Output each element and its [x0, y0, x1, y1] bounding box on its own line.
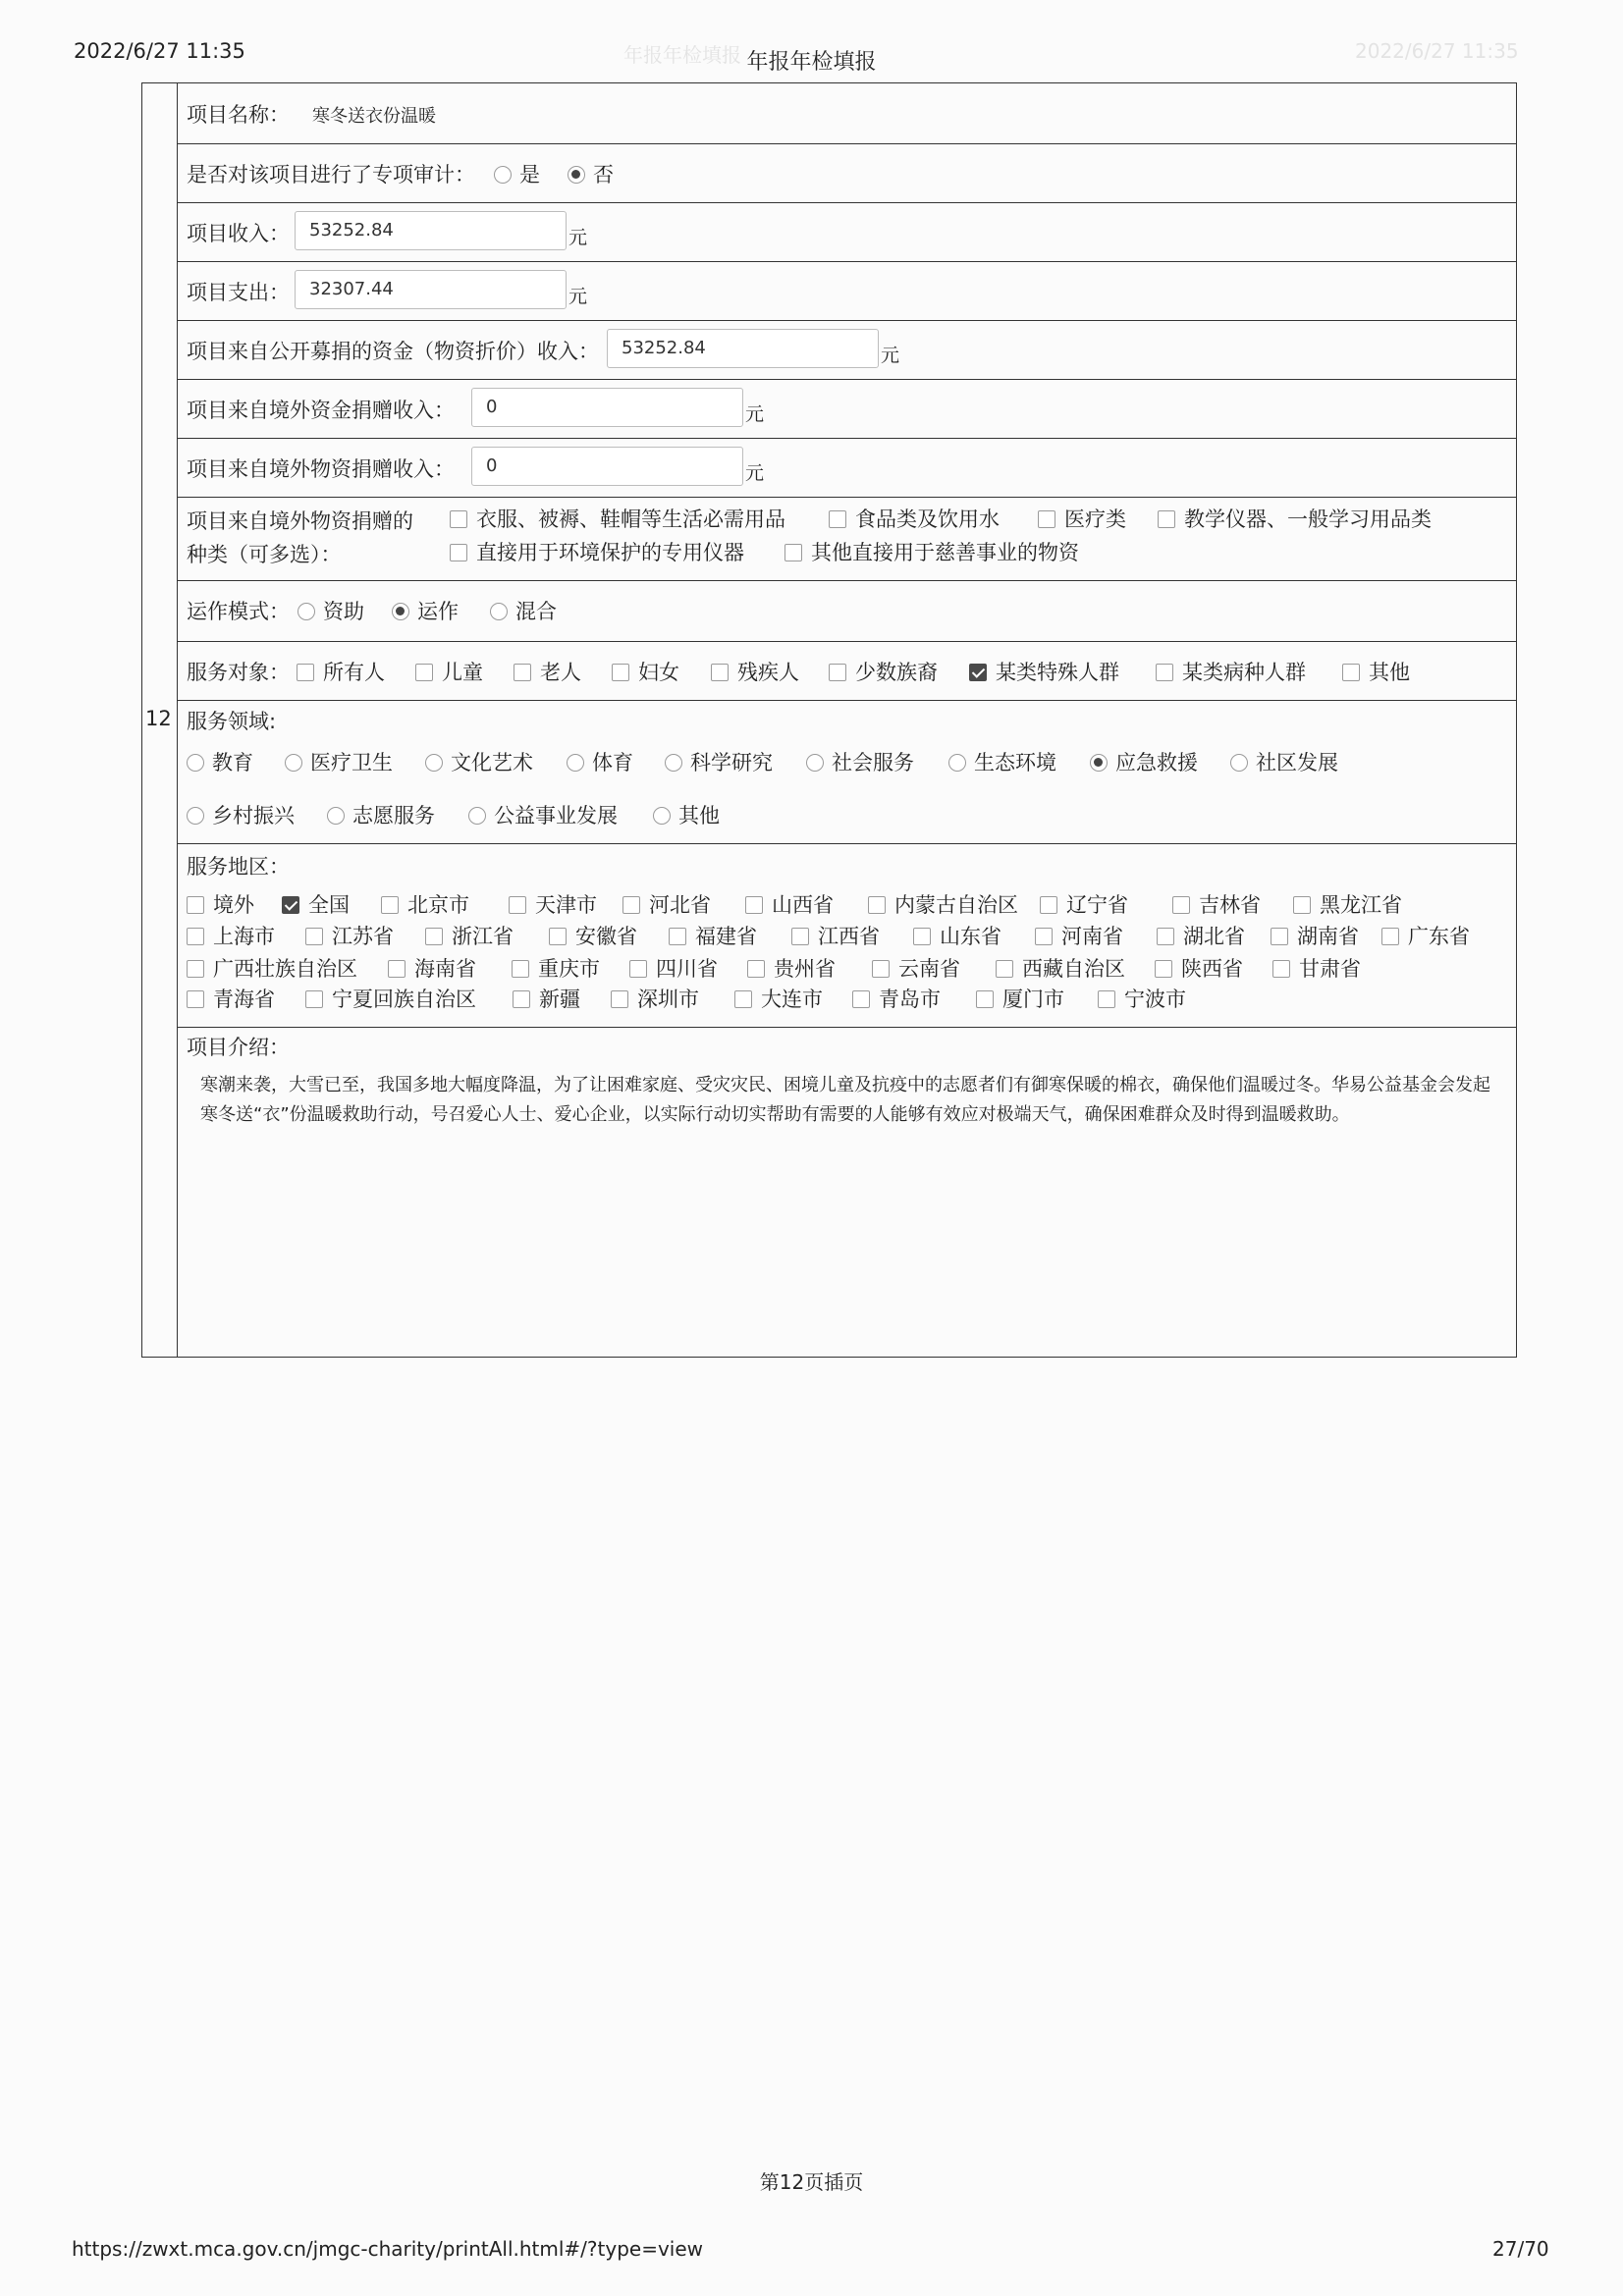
region-option-label: 浙江省 — [452, 925, 514, 948]
region-option-label: 山东省 — [940, 925, 1001, 948]
region-option-label: 湖北省 — [1183, 925, 1245, 948]
regions-label: 服务地区： — [187, 855, 290, 879]
region-option[interactable] — [1172, 889, 1261, 919]
checkbox-icon — [1156, 664, 1173, 681]
public-funds-label: 项目来自公开募捐的资金（物资折价）收入： — [187, 340, 599, 363]
region-option[interactable] — [791, 921, 880, 950]
expense-unit: 元 — [568, 286, 588, 307]
field-option[interactable]: 生态环境 — [948, 747, 1056, 776]
region-option-label: 安徽省 — [575, 925, 637, 948]
checkbox-icon — [1272, 960, 1290, 978]
checkbox-icon — [1155, 960, 1172, 978]
region-option[interactable] — [976, 984, 1064, 1013]
expense-label: 项目支出： — [187, 281, 290, 304]
public-funds-field[interactable]: 53252.84 — [607, 329, 879, 368]
operation-option[interactable]: 资助 — [298, 596, 364, 625]
checkbox-icon — [913, 928, 931, 945]
region-option-label: 江苏省 — [332, 925, 394, 948]
goods-type-option[interactable]: 直接用于环境保护的专用仪器 — [450, 537, 744, 566]
checkbox-icon — [1157, 928, 1174, 945]
header-title: 年报年检填报 — [746, 50, 877, 75]
region-option-label: 甘肃省 — [1299, 957, 1361, 981]
audit-option-yes[interactable]: 是 — [494, 159, 540, 188]
region-option-label: 四川省 — [656, 957, 718, 981]
target-option[interactable]: 少数族裔 — [829, 657, 938, 686]
radio-selected-icon — [392, 603, 409, 620]
target-option[interactable]: 所有人 — [297, 657, 385, 686]
region-option-label: 云南省 — [898, 957, 960, 981]
radio-icon — [425, 754, 443, 772]
checkbox-icon — [1293, 896, 1311, 914]
intro-text: 寒潮来袭，大雪已至，我国多地大幅度降温，为了让困难家庭、受灾灾民、困境儿童及抗疫中的志愿者们有御寒保暖的棉衣，确保他们温暖过冬。华易公益基金会发起寒冬送“衣”份温暖救助行动，号召爱心人士、爱心企业，以实际行动切实帮助有需要的人能够有效应对极端天气，确保困难群众及时得到温暖救助。 — [200, 1075, 1490, 1125]
region-option-label: 湖南省 — [1297, 925, 1359, 948]
region-option-label: 深圳市 — [637, 988, 699, 1011]
checkbox-icon — [829, 664, 846, 681]
income-unit: 元 — [568, 227, 588, 248]
target-option-special-group[interactable]: 某类特殊人群 — [969, 657, 1119, 686]
region-option-label: 河南省 — [1061, 925, 1123, 948]
row-income — [178, 203, 1517, 262]
checkbox-icon — [512, 960, 529, 978]
region-option[interactable] — [1040, 889, 1128, 919]
checkbox-icon — [425, 928, 443, 945]
checkbox-icon — [611, 990, 628, 1008]
foreign-goods-label: 项目来自境外物资捐赠收入： — [187, 457, 455, 481]
checkbox-icon — [1035, 928, 1053, 945]
region-option[interactable] — [872, 953, 960, 983]
target-option[interactable]: 其他 — [1342, 657, 1410, 686]
radio-icon — [298, 603, 315, 620]
checkbox-icon — [612, 664, 629, 681]
region-option[interactable] — [1381, 921, 1470, 950]
region-option-label: 广西壮族自治区 — [213, 957, 357, 981]
checkbox-checked-icon — [969, 664, 987, 681]
checkbox-icon — [509, 896, 526, 914]
income-field[interactable]: 53252.84 — [295, 211, 567, 250]
checkbox-icon — [1342, 664, 1360, 681]
radio-icon — [490, 603, 508, 620]
region-option-label: 北京市 — [407, 893, 469, 917]
row-public-funds — [178, 321, 1517, 380]
goods-type-option[interactable]: 医疗类 — [1038, 504, 1126, 533]
audit-option-no[interactable]: 否 — [568, 159, 614, 188]
field-option-emergency-rescue[interactable]: 应急救援 — [1090, 747, 1198, 776]
checkbox-icon — [1381, 928, 1399, 945]
region-option[interactable] — [1155, 953, 1243, 983]
region-option-label: 海南省 — [414, 957, 476, 981]
project-name-value: 寒冬送衣份温暖 — [312, 106, 436, 127]
region-option[interactable] — [852, 984, 941, 1013]
intro-label: 项目介绍： — [187, 1036, 290, 1059]
checkbox-icon — [629, 960, 647, 978]
row-foreign-goods — [178, 439, 1517, 498]
goods-type-option[interactable]: 食品类及饮用水 — [829, 504, 1000, 533]
radio-icon — [468, 807, 486, 825]
checkbox-icon — [450, 510, 467, 528]
foreign-cash-unit: 元 — [745, 403, 765, 425]
radio-icon — [948, 754, 966, 772]
region-option[interactable] — [622, 889, 711, 919]
checkbox-icon — [1098, 990, 1115, 1008]
region-option-label: 吉林省 — [1199, 893, 1261, 917]
radio-icon — [187, 807, 204, 825]
region-option-label: 广东省 — [1408, 925, 1470, 948]
region-option[interactable] — [1271, 921, 1359, 950]
region-option[interactable] — [868, 889, 1018, 919]
field-option[interactable]: 志愿服务 — [327, 800, 435, 829]
region-option[interactable] — [996, 953, 1125, 983]
row-project-intro — [178, 1028, 1517, 1358]
foreign-goods-unit: 元 — [745, 462, 765, 484]
target-option[interactable]: 儿童 — [415, 657, 483, 686]
region-option-label: 宁波市 — [1124, 988, 1186, 1011]
checkbox-icon — [747, 960, 765, 978]
checkbox-icon — [829, 510, 846, 528]
radio-icon — [806, 754, 824, 772]
region-option[interactable] — [745, 889, 834, 919]
target-option[interactable]: 某类病种人群 — [1156, 657, 1306, 686]
checkbox-icon — [549, 928, 567, 945]
radio-icon — [1230, 754, 1248, 772]
field-option[interactable]: 文化艺术 — [425, 747, 533, 776]
foreign-goods-field[interactable]: 0 — [471, 447, 743, 486]
field-option[interactable]: 科学研究 — [665, 747, 773, 776]
region-option[interactable] — [734, 984, 823, 1013]
region-option[interactable] — [669, 921, 757, 950]
region-option-label: 山西省 — [772, 893, 834, 917]
region-option[interactable] — [747, 953, 836, 983]
radio-icon — [665, 754, 682, 772]
region-option-label: 青海省 — [213, 988, 275, 1011]
row-project-name — [178, 82, 1517, 144]
row-operation-mode — [178, 581, 1517, 642]
radio-icon — [187, 754, 204, 772]
region-option[interactable] — [187, 953, 357, 983]
checkbox-icon — [187, 896, 204, 914]
fields-label: 服务领域: — [187, 710, 277, 733]
region-option-label: 陕西省 — [1181, 957, 1243, 981]
row-service-fields — [178, 701, 1517, 844]
checkbox-icon — [784, 544, 802, 561]
checkbox-icon — [791, 928, 809, 945]
checkbox-icon — [1271, 928, 1288, 945]
ghost-header-right: 2022/6/27 11:35 — [1355, 39, 1519, 63]
region-option[interactable] — [282, 889, 350, 919]
region-option-label: 重庆市 — [538, 957, 600, 981]
radio-icon — [567, 754, 584, 772]
radio-selected-icon — [568, 166, 585, 184]
region-option-label: 江西省 — [818, 925, 880, 948]
checkbox-icon — [669, 928, 686, 945]
page-insert-label: 第12页插页 — [759, 2170, 864, 2194]
checkbox-icon — [187, 990, 204, 1008]
region-option[interactable] — [611, 984, 699, 1013]
region-option-label: 新疆 — [539, 988, 580, 1011]
region-option[interactable] — [1272, 953, 1361, 983]
field-option[interactable]: 其他 — [653, 800, 720, 829]
region-option[interactable] — [513, 984, 580, 1013]
checkbox-icon — [852, 990, 870, 1008]
field-option[interactable]: 公益事业发展 — [468, 800, 618, 829]
checkbox-icon — [388, 960, 406, 978]
project-name-label: 项目名称： — [187, 103, 290, 127]
row-goods-types — [178, 498, 1517, 581]
checkbox-icon — [711, 664, 729, 681]
operation-option[interactable]: 运作 — [392, 596, 459, 625]
checkbox-icon — [415, 664, 433, 681]
row-expense — [178, 262, 1517, 321]
field-option[interactable]: 体育 — [567, 747, 633, 776]
page-url: https://zwxt.mca.gov.cn/jmgc-charity/printAll.html#/?type=view — [72, 2237, 704, 2261]
operation-label: 运作模式： — [187, 600, 290, 623]
field-option[interactable]: 社区发展 — [1230, 747, 1338, 776]
region-option-label: 厦门市 — [1002, 988, 1064, 1011]
page-number: 27/70 — [1492, 2237, 1549, 2261]
targets-label: 服务对象： — [187, 661, 290, 684]
checkbox-icon — [872, 960, 890, 978]
radio-icon — [285, 754, 302, 772]
target-option[interactable]: 妇女 — [612, 657, 679, 686]
region-option[interactable] — [1293, 889, 1402, 919]
target-option[interactable]: 残疾人 — [711, 657, 799, 686]
region-option[interactable] — [425, 921, 514, 950]
checkbox-icon — [187, 960, 204, 978]
region-option[interactable] — [512, 953, 600, 983]
checkbox-icon — [297, 664, 314, 681]
region-option-label: 上海市 — [213, 925, 275, 948]
region-option-label: 内蒙古自治区 — [894, 893, 1018, 917]
checkbox-icon — [996, 960, 1013, 978]
checkbox-icon — [187, 928, 204, 945]
checkbox-icon — [1040, 896, 1057, 914]
region-option-label: 大连市 — [761, 988, 823, 1011]
goods-type-option[interactable]: 衣服、被褥、鞋帽等生活必需用品 — [450, 504, 785, 533]
region-option[interactable] — [1035, 921, 1123, 950]
region-option[interactable] — [913, 921, 1001, 950]
checkbox-icon — [381, 896, 399, 914]
foreign-cash-field[interactable]: 0 — [471, 388, 743, 427]
region-option[interactable] — [187, 921, 275, 950]
region-option[interactable] — [187, 984, 275, 1013]
field-option[interactable]: 医疗卫生 — [285, 747, 393, 776]
goods-types-label-line1: 项目来自境外物资捐赠的 — [187, 509, 413, 533]
region-option-label: 天津市 — [535, 893, 597, 917]
radio-icon — [327, 807, 345, 825]
field-option[interactable]: 社会服务 — [806, 747, 914, 776]
region-option-label: 贵州省 — [774, 957, 836, 981]
region-option-label: 西藏自治区 — [1022, 957, 1125, 981]
field-option[interactable]: 乡村振兴 — [187, 800, 295, 829]
row-service-targets — [178, 642, 1517, 701]
region-option-label: 辽宁省 — [1066, 893, 1128, 917]
checkbox-icon — [513, 990, 530, 1008]
checkbox-icon — [734, 990, 752, 1008]
region-option[interactable] — [388, 953, 476, 983]
field-option[interactable]: 教育 — [187, 747, 253, 776]
radio-icon — [494, 166, 512, 184]
radio-icon — [653, 807, 671, 825]
region-option-label: 福建省 — [695, 925, 757, 948]
region-option[interactable] — [549, 921, 637, 950]
region-option[interactable] — [1157, 921, 1245, 950]
region-option[interactable] — [509, 889, 597, 919]
checkbox-icon — [1038, 510, 1055, 528]
expense-field[interactable]: 32307.44 — [295, 270, 567, 309]
region-option[interactable] — [305, 984, 476, 1013]
row-audit — [178, 144, 1517, 203]
public-funds-unit: 元 — [881, 345, 900, 366]
checkbox-checked-icon — [282, 896, 299, 914]
region-option-label: 宁夏回族自治区 — [332, 988, 476, 1011]
income-label: 项目收入： — [187, 222, 290, 245]
ghost-header-left: 年报年检填报 — [623, 43, 741, 67]
goods-type-option[interactable]: 其他直接用于慈善事业的物资 — [784, 537, 1079, 566]
target-option[interactable]: 老人 — [514, 657, 581, 686]
region-option-label: 境外 — [213, 893, 254, 917]
goods-types-label-line2: 种类（可多选）： — [187, 543, 342, 566]
checkbox-icon — [450, 544, 467, 561]
region-option[interactable] — [305, 921, 394, 950]
region-option-label: 青岛市 — [879, 988, 941, 1011]
region-option[interactable] — [629, 953, 718, 983]
checkbox-icon — [622, 896, 640, 914]
region-option[interactable] — [187, 889, 254, 919]
header-datetime: 2022/6/27 11:35 — [74, 39, 245, 63]
checkbox-icon — [745, 896, 763, 914]
region-option-label: 黑龙江省 — [1320, 893, 1402, 917]
checkbox-icon — [868, 896, 886, 914]
checkbox-icon — [514, 664, 531, 681]
region-option[interactable] — [1098, 984, 1186, 1013]
operation-option[interactable]: 混合 — [490, 596, 557, 625]
row-service-regions — [178, 844, 1517, 1028]
goods-type-option[interactable]: 教学仪器、一般学习用品类 — [1158, 504, 1432, 533]
row-foreign-cash — [178, 380, 1517, 439]
region-option[interactable] — [381, 889, 469, 919]
checkbox-icon — [1158, 510, 1175, 528]
checkbox-icon — [305, 990, 323, 1008]
checkbox-icon — [1172, 896, 1190, 914]
checkbox-icon — [305, 928, 323, 945]
row-number: 12 — [145, 707, 172, 730]
audit-label: 是否对该项目进行了专项审计： — [187, 163, 475, 187]
region-option-label: 全国 — [308, 893, 350, 917]
foreign-cash-label: 项目来自境外资金捐赠收入： — [187, 399, 455, 422]
region-option-label: 河北省 — [649, 893, 711, 917]
checkbox-icon — [976, 990, 994, 1008]
radio-selected-icon — [1090, 754, 1108, 772]
